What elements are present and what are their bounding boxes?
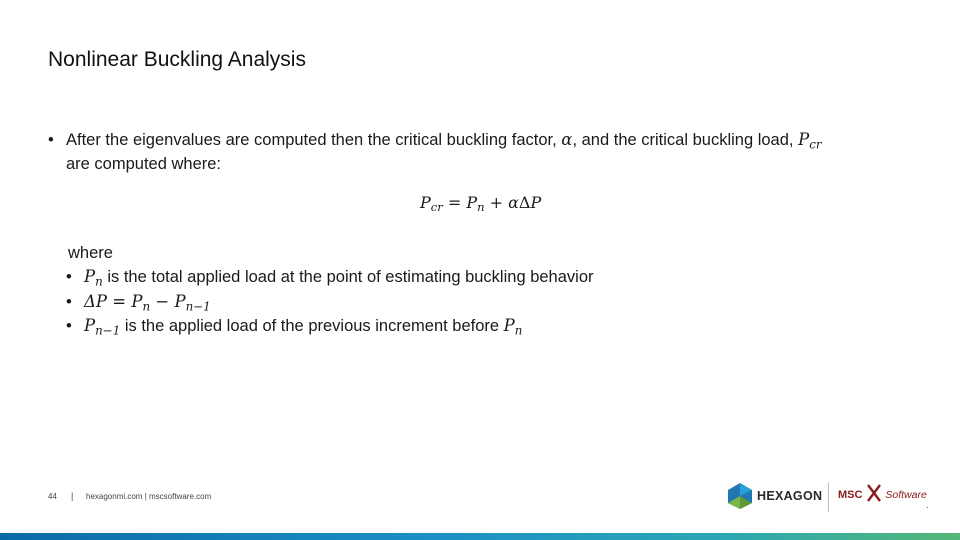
intro-bullet bbox=[48, 130, 908, 174]
pn-base: P bbox=[131, 291, 143, 311]
pn1-base: P bbox=[174, 291, 186, 311]
pcr-base: P bbox=[798, 130, 810, 149]
pn-sub: n bbox=[95, 274, 103, 289]
footer-links: hexagonmi.com | mscsoftware.com bbox=[86, 492, 212, 501]
footer-separator: | bbox=[71, 491, 74, 501]
hexagon-logo-icon bbox=[726, 482, 754, 510]
formula-lhs-sub: cr bbox=[430, 200, 443, 215]
msc-software-logo bbox=[838, 484, 927, 503]
bottom-gradient-bar bbox=[0, 533, 960, 540]
software-wordmark: Software bbox=[885, 489, 927, 501]
trailing-mark: . bbox=[926, 500, 929, 510]
list-item bbox=[66, 266, 594, 291]
formula-pn-base: P bbox=[466, 193, 478, 212]
definition-list bbox=[66, 266, 594, 340]
delta-p-equation bbox=[84, 292, 211, 311]
minus-sign: − bbox=[150, 291, 175, 311]
delta-p: ΔP bbox=[84, 291, 108, 311]
list-item-text bbox=[84, 316, 523, 338]
critical-load-formula bbox=[420, 193, 541, 214]
bullet-dot: • bbox=[66, 268, 72, 286]
slide-title: Nonlinear Buckling Analysis bbox=[48, 48, 306, 71]
formula-pn-sub: n bbox=[477, 200, 485, 215]
pcr-sub: cr bbox=[809, 137, 822, 152]
intro-text bbox=[66, 130, 908, 174]
formula-eq: = bbox=[442, 193, 467, 212]
hexagon-wordmark: HEXAGON bbox=[757, 489, 823, 503]
list-item bbox=[66, 315, 594, 340]
page-number: 44 bbox=[48, 492, 57, 501]
list-item bbox=[66, 291, 594, 316]
item-3-text: is the applied load of the previous increment before bbox=[120, 317, 504, 335]
pn1-sub: n−1 bbox=[95, 323, 121, 338]
delta-eq: = bbox=[107, 291, 132, 311]
pcr-symbol bbox=[798, 130, 822, 152]
pn1-base: P bbox=[84, 316, 96, 335]
msc-x-icon bbox=[867, 484, 881, 502]
bullet-dot: • bbox=[48, 131, 54, 149]
alpha-symbol: α bbox=[561, 130, 573, 149]
formula-lhs-base: P bbox=[420, 193, 431, 212]
intro-part-2: , and the critical buckling load, bbox=[572, 131, 799, 149]
pn-sub: n bbox=[514, 323, 523, 338]
logo-divider bbox=[828, 482, 829, 512]
item-1-text: is the total applied load at the point of estimating buckling behavior bbox=[102, 268, 594, 286]
formula-delta: Δ bbox=[518, 193, 531, 212]
bullet-dot: • bbox=[66, 292, 72, 311]
formula-plus: + bbox=[484, 193, 509, 212]
bullet-dot: • bbox=[66, 317, 72, 335]
intro-line-2: are computed where: bbox=[66, 155, 222, 174]
intro-part-1: After the eigenvalues are computed then the critical buckling factor, bbox=[66, 131, 562, 149]
pn-base: P bbox=[503, 316, 515, 335]
pn1-sub: n−1 bbox=[185, 298, 211, 313]
where-label: where bbox=[68, 244, 113, 262]
formula-p: P bbox=[530, 193, 542, 212]
pn-base: P bbox=[84, 267, 96, 286]
pn-sub: n bbox=[142, 298, 151, 313]
formula-alpha: α bbox=[508, 193, 519, 212]
msc-wordmark: MSC bbox=[838, 489, 863, 501]
list-item-text bbox=[84, 267, 594, 289]
